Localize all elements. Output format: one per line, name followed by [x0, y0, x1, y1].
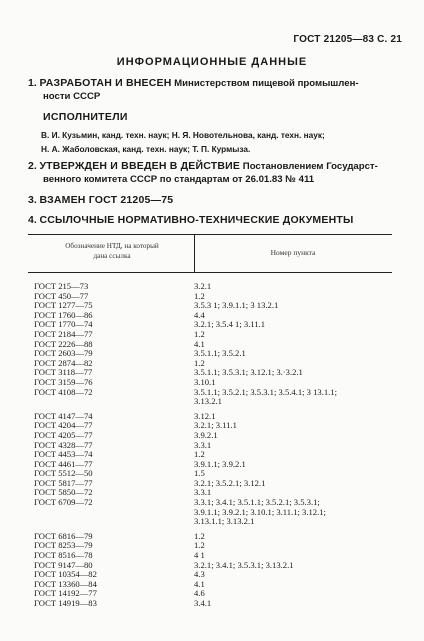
- clause-number-cell: 3.3.1; 3.4.1; 3.5.1.1; 3.5.2.1; 3.5.3.1;: [194, 497, 320, 508]
- doc-designation-cell: ГОСТ 4328—77: [34, 439, 93, 450]
- section-1-line1: [28, 77, 404, 90]
- clause-number-cell: 3.2.1; 3.11.1: [194, 420, 237, 431]
- section-1: [28, 77, 404, 103]
- table-row: [28, 397, 392, 407]
- doc-designation-cell: ГОСТ 4461—77: [34, 458, 93, 469]
- executors-line1: В. И. Кузьмин, канд. техн. наук; Н. Я. Новотельнова, канд. техн. наук;: [41, 130, 325, 140]
- doc-designation-cell: ГОСТ 8253—79: [34, 540, 93, 551]
- clause-number-cell: 3.9.1.1; 3.9.2.1; 3.10.1; 3.11.1; 3.12.1;: [194, 506, 326, 517]
- clause-number-cell: 3.2.1: [194, 281, 212, 291]
- doc-designation-cell: [28, 508, 194, 518]
- clause-number-cell: 3.5.1.1; 3.5.3.1; 3.12.1; 3.·3.2.1: [194, 367, 303, 378]
- section-2-line2: венного комитета СССР по стандартам от 26.01.83 № 411: [43, 174, 315, 185]
- clause-number-cell: 3.3.1: [194, 487, 212, 498]
- table-row: [28, 599, 392, 609]
- clause-number-cell: 3.13.1.1; 3.13.2.1: [194, 516, 255, 527]
- section-4-text: ССЫЛОЧНЫЕ НОРМАТИВНО-ТЕХНИЧЕСКИЕ ДОКУМЕНТЫ: [39, 214, 354, 226]
- references-table: [28, 234, 392, 608]
- executors-line2: Н. А. Жаболовская, канд. техн. наук; Т. П. Курмыза.: [41, 143, 251, 154]
- section-2-line1: [28, 160, 404, 173]
- clause-number-cell: 4 1: [194, 550, 205, 561]
- clause-number-cell: 3.2.1; 3.5.4 1; 3.11.1: [194, 319, 266, 330]
- doc-designation-cell: ГОСТ 2226—88: [34, 338, 93, 349]
- section-4: [28, 214, 404, 227]
- col-doc-header-line1: Обозначение НТД, на который: [65, 242, 159, 250]
- clause-number-cell: 4.6: [194, 588, 205, 599]
- doc-designation-cell: ГОСТ 8516—78: [34, 550, 93, 561]
- section-3-text: ВЗАМЕН ГОСТ 21205—75: [39, 194, 174, 206]
- section-2-lead: УТВЕРЖДЕН И ВВЕДЕН В ДЕЙСТВИЕ: [39, 160, 241, 172]
- clause-number-cell: 4.4: [194, 309, 205, 320]
- clause-number-cell: 3.9.2.1: [194, 429, 218, 440]
- section-2-rest: Постановлением Государст-: [242, 161, 378, 172]
- section-1-lead: РАЗРАБОТАН И ВНЕСЕН: [39, 77, 172, 89]
- clause-number-cell: 1.2: [194, 530, 205, 541]
- col-doc-header-line2: дана ссылка: [93, 252, 131, 260]
- clause-number-cell: 3.5.1.1; 3.5.2.1: [194, 348, 246, 359]
- section-1-number: 1.: [28, 77, 37, 89]
- executors-list: [41, 129, 405, 156]
- doc-designation-cell: ГОСТ 5817—77: [34, 477, 93, 488]
- clause-number-cell: 1.2: [194, 449, 205, 460]
- doc-designation-cell: ГОСТ 3118—77: [34, 367, 93, 378]
- table-header-divider: [194, 235, 195, 272]
- doc-designation-cell: ГОСТ 1770—74: [34, 319, 93, 330]
- doc-designation-cell: ГОСТ 6709—72: [34, 497, 93, 508]
- section-2: [28, 160, 404, 186]
- doc-designation-cell: ГОСТ 14192—77: [34, 588, 97, 599]
- clause-number-cell: 3.12.1: [194, 410, 216, 421]
- section-1-rest: Министерством пищевой промышлен-: [174, 78, 359, 89]
- document-title: ИНФОРМАЦИОННЫЕ ДАННЫЕ: [116, 56, 308, 68]
- doc-designation-cell: ГОСТ 10354—82: [34, 569, 97, 580]
- col-doc-header: [34, 241, 190, 261]
- clause-number-cell: 3.5.3 1; 3.9.1.1; 3 13.2.1: [194, 300, 279, 311]
- doc-designation-cell: ГОСТ 1760—86: [34, 309, 93, 320]
- clause-number-cell: 3.3.1: [194, 439, 212, 450]
- section-1-line2: ности СССР: [43, 91, 101, 102]
- clause-number-cell: 1.5: [194, 468, 205, 479]
- section-3: [28, 194, 404, 207]
- doc-designation-cell: ГОСТ 13360—84: [34, 578, 97, 589]
- doc-designation-cell: ГОСТ 2184—77: [34, 328, 93, 339]
- doc-designation-cell: ГОСТ 215—73: [34, 281, 89, 291]
- clause-number-cell: 4.1: [194, 578, 205, 589]
- doc-designation-cell: ГОСТ 4453—74: [34, 449, 93, 460]
- clause-number-cell: 3.9.1.1; 3.9.2.1: [194, 458, 246, 469]
- doc-designation-cell: ГОСТ 1277—75: [34, 300, 93, 311]
- clause-number-cell: 1.2: [194, 357, 205, 368]
- table-row: [28, 517, 392, 527]
- doc-designation-cell: ГОСТ 4205—77: [34, 429, 93, 440]
- doc-designation-cell: ГОСТ 4204—77: [34, 420, 93, 431]
- doc-designation-cell: [28, 397, 194, 407]
- doc-designation-cell: ГОСТ 14919—83: [34, 598, 97, 608]
- doc-designation-cell: ГОСТ 9147—80: [34, 559, 93, 570]
- doc-designation-cell: ГОСТ 4108—72: [34, 386, 93, 397]
- executors-heading: ИСПОЛНИТЕЛИ: [43, 111, 128, 123]
- clause-number-cell: 3.10.1: [194, 376, 216, 387]
- doc-designation-cell: ГОСТ 4147—74: [34, 410, 93, 421]
- clause-number-cell: 1.2: [194, 540, 205, 551]
- clause-number-cell: 4.3: [194, 569, 205, 580]
- section-4-number: 4.: [28, 214, 37, 226]
- clause-number-cell: 1.2: [194, 290, 205, 301]
- table-body: [28, 282, 392, 609]
- doc-designation-cell: ГОСТ 6816—79: [34, 530, 93, 541]
- col-points-header: Номер пункта: [270, 248, 316, 257]
- doc-designation-cell: [28, 517, 194, 527]
- doc-designation-cell: ГОСТ 5512—50: [34, 468, 93, 479]
- clause-number-cell: 1.2: [194, 328, 205, 339]
- section-2-number: 2.: [28, 160, 37, 172]
- doc-designation-cell: ГОСТ 5850—72: [34, 487, 93, 498]
- section-3-number: 3.: [28, 194, 37, 206]
- clause-number-cell: 4.1: [194, 338, 205, 349]
- clause-number-cell: 3.2.1; 3.5.2.1; 3.12.1: [194, 477, 266, 488]
- page-header: ГОСТ 21205—83 С. 21: [293, 34, 402, 45]
- doc-designation-cell: ГОСТ 2603—79: [34, 348, 93, 359]
- clause-number-cell: 3.2.1; 3.4.1; 3.5.3.1; 3.13.2.1: [194, 559, 294, 570]
- doc-designation-cell: ГОСТ 450—77: [34, 290, 89, 301]
- clause-number-cell: 3.4.1: [194, 598, 212, 608]
- table-header: [28, 234, 392, 273]
- clause-number-cell: 3.13.2.1: [194, 396, 222, 407]
- doc-designation-cell: ГОСТ 3159—76: [34, 376, 93, 387]
- doc-designation-cell: ГОСТ 2874—82: [34, 357, 93, 368]
- clause-number-cell: 3.5.1.1; 3.5.2.1; 3.5.3.1; 3.5.4.1; 3 13.1.1;: [194, 386, 337, 397]
